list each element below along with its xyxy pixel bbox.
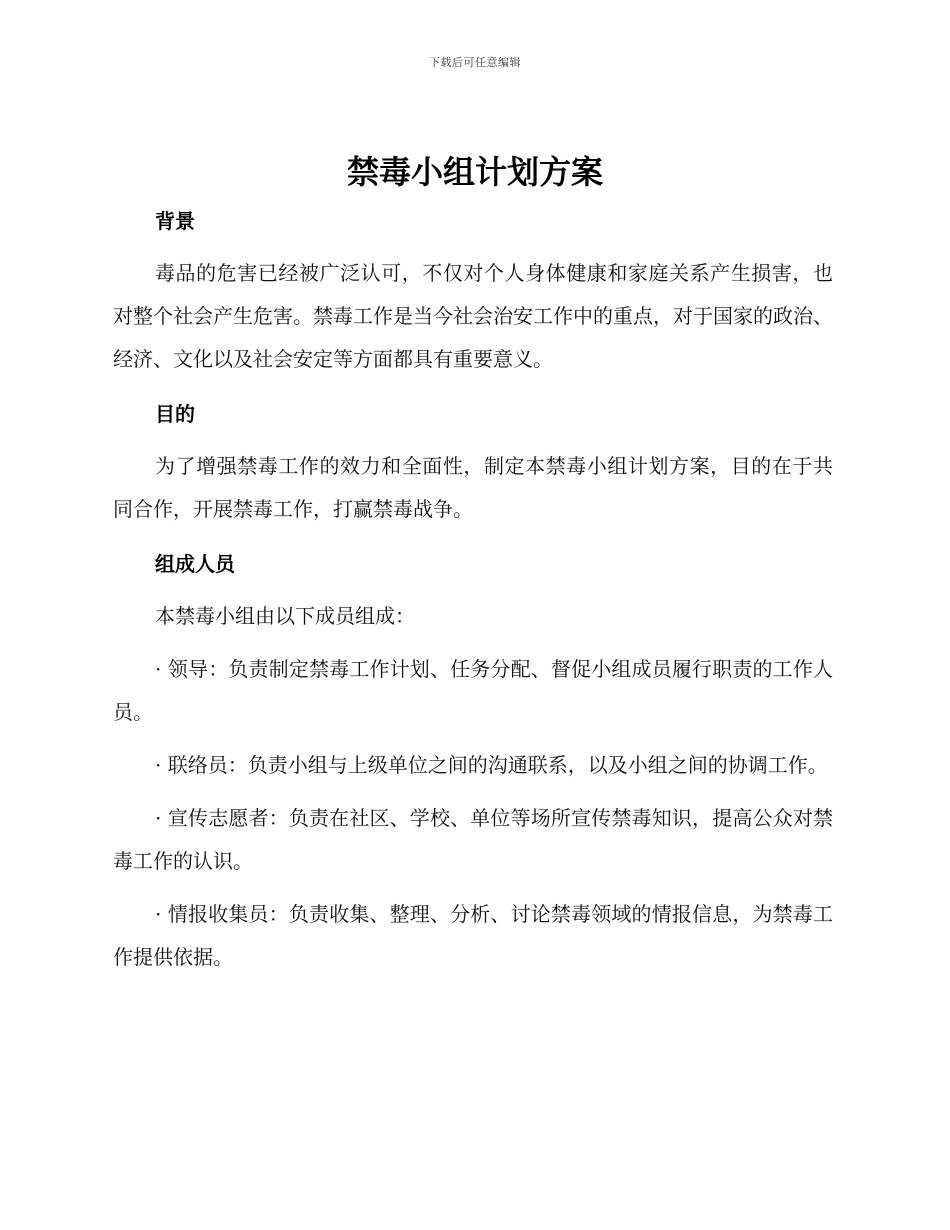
document-title: 禁毒小组计划方案 (346, 153, 603, 191)
document-body (113, 200, 833, 979)
section-heading-background: 背景 (155, 209, 195, 233)
members-intro-paragraph: 本禁毒小组由以下成员组成： (155, 604, 415, 628)
section-heading-members: 组成人员 (155, 552, 235, 576)
section-heading-purpose: 目的 (155, 402, 195, 426)
background-paragraph: 毒品的危害已经被广泛认可，不仅对个人身体健康和家庭关系产生损害，也对整个社会产生危害。禁毒工作是当今社会治安工作中的重点，对于国家的政治、经济、文化以及社会安定等方面都具有重要意义。 (113, 261, 833, 371)
member-item-intelligence-collector: · 情报收集员：负责收集、整理、分析、讨论禁毒领域的情报信息，为禁毒工作提供依据。 (113, 902, 833, 969)
header-note: 下载后可任意编辑 (429, 56, 521, 69)
purpose-paragraph: 为了增强禁毒工作的效力和全面性，制定本禁毒小组计划方案，目的在于共同合作，开展禁毒工作，打赢禁毒战争。 (113, 454, 833, 521)
member-item-leader: · 领导：负责制定禁毒工作计划、任务分配、督促小组成员履行职责的工作人员。 (113, 657, 833, 724)
member-item-liaison: · 联络员：负责小组与上级单位之间的沟通联系，以及小组之间的协调工作。 (155, 753, 828, 777)
member-item-publicity-volunteer: · 宣传志愿者：负责在社区、学校、单位等场所宣传禁毒知识，提高公众对禁毒工作的认识。 (113, 806, 833, 873)
